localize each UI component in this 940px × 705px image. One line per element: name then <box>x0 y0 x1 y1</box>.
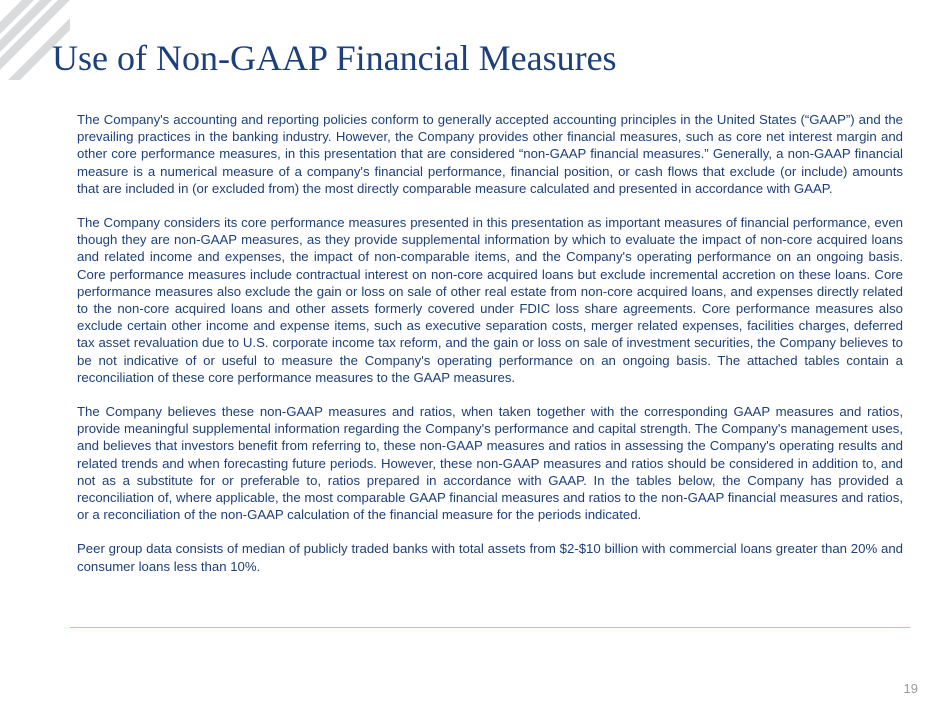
paragraph-non-gaap-ratios: The Company believes these non-GAAP measures and ratios, when taken together with the corresponding GAAP measures and ratios, provide meaningful supplemental information regarding the Company's performance and capital strength. The Company's management uses, and believes that investors benefit from referring to, these non-GAAP measures and ratios in assessing the Company's operating results and related trends and when forecasting future periods. However, these non-GAAP measures and ratios should be considered in addition to, and not as a substitute for or preferable to, ratios prepared in accordance with GAAP. In the tables below, the Company has provided a reconciliation of, where applicable, the most comparable GAAP financial measures and ratios to the non-GAAP financial measures and ratios, or a reconciliation of the non-GAAP calculation of the financial measure for the periods indicated. <box>77 404 903 523</box>
page-number: 19 <box>903 681 918 696</box>
body-text <box>77 111 903 575</box>
paragraph-peer-group: Peer group data consists of median of publicly traded banks with total assets from $2-$10 billion with commercial loans greater than 20% and consumer loans less than 10%. <box>77 541 903 574</box>
footer-divider <box>70 627 910 628</box>
paragraph-core-performance-measures: The Company considers its core performance measures presented in this presentation as important measures of financial performance, even though they are non-GAAP measures, as they provide supplemental information by which to evaluate the impact of non-core acquired loans and related income and expenses, the impact of non-comparable items, and the Company's operating performance on an ongoing basis. Core performance measures include contractual interest on non-core acquired loans but exclude incremental accretion on these loans. Core performance measures also exclude the gain or loss on sale of other real estate from non-core acquired loans, and expenses directly related to the non-core acquired loans and other assets formerly covered under FDIC loss share agreements. Core performance measures also exclude certain other income and expense items, such as executive separation costs, merger related expenses, facilities charges, deferred tax asset revaluation due to U.S. corporate income tax reform, and the gain or loss on sale of investment securities, the Company believes to be not indicative of or useful to measure the Company's operating performance on an ongoing basis. The attached tables contain a reconciliation of these core performance measures to the GAAP measures. <box>77 215 903 385</box>
paragraph-gaap-definition: The Company's accounting and reporting policies conform to generally accepted accounting principles in the United States (“GAAP”) and the prevailing practices in the banking industry. However, the Company provides other financial measures, such as core net interest margin and other core performance measures, in this presentation that are considered “non-GAAP financial measures.” Generally, a non-GAAP financial measure is a numerical measure of a company's financial performance, financial position, or cash flows that exclude (or include) amounts that are included in (or excluded from) the most directly comparable measure calculated and presented in accordance with GAAP. <box>77 112 903 196</box>
page-title: Use of Non-GAAP Financial Measures <box>52 38 617 78</box>
